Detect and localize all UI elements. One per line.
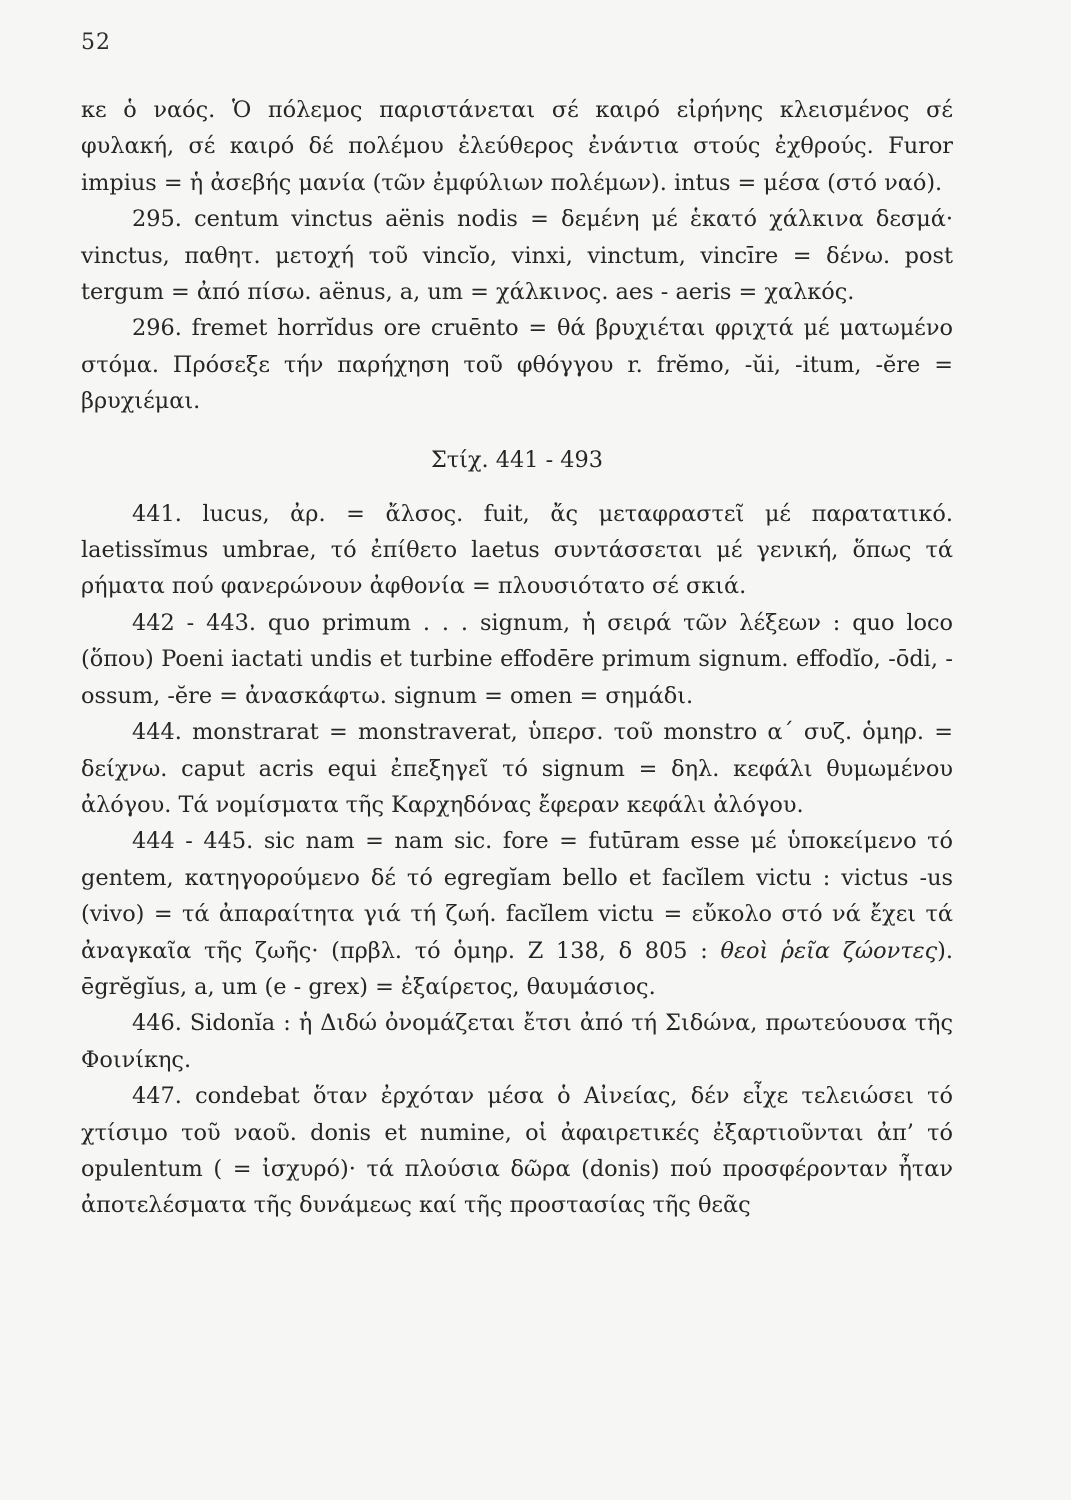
paragraph-note-446: 446. Sidonĭa : ἡ Διδώ ὀνομάζεται ἔτσι ἀπό τή Σιδώνα, πρωτεύουσα τῆς Φοινίκης. [81,1010,953,1073]
note-444-445-text-b: ). ēgrĕgĭus, a, um (e - grex) = ἐξαίρετος, θαυμάσιος. [81,937,954,1000]
page-number: 52 [81,30,111,55]
paragraph-note-295: 295. centum vinctus aënis nodis = δεμένη μέ ἑκατό χάλκινα δεσμά· vinctus, παθητ. μετοχή τοῦ vincĭo, vinxi, vinctum, vincīre = δένω. post tergum = ἀπό πίσω. aënus, a, um = χάλκινος. aes - aeris = χαλκός. [81,206,953,306]
paragraph-note-444: 444. monstrarat = monstraverat, ὑπερσ. τοῦ monstro α΄ συζ. ὁμηρ. = δείχνω. caput acris equi ἐπεξηγεῖ τό signum = δηλ. κεφάλι θυμωμένου ἀλόγου. Τά νομίσματα τῆς Καρχηδόνας ἔφεραν κεφάλι ἀλόγου. [81,719,953,818]
homeric-quote: θεοὶ ῥεῖα ζώοντες [720,937,938,964]
commentary-text [81,92,953,1224]
paragraph-note-441: 441. lucus, ἀρ. = ἄλσος. fuit, ἄς μεταφραστεῖ μέ παρατατικό. laetissĭmus umbrae, τό ἐπίθετο laetus συντάσσεται μέ γενική, ὅπως τά ρήματα πού φανερώνουν ἀφθονία = πλουσιότατο σέ σκιά. [81,500,953,600]
paragraph-note-444-445 [81,823,953,1005]
paragraph-note-442-443: 442 - 443. quo primum . . . signum, ἡ σειρά τῶν λέξεων : quo loco (ὅπου) Poeni iactati undis et turbine effodēre primum signum. effodĭo, -ōdi, -ossum, -ĕre = ἀνασκάφτω. signum = omen = σημάδι. [81,609,953,709]
paragraph-continuation: κε ὁ ναός. Ὁ πόλεμος παριστάνεται σέ καιρό εἰρήνης κλεισμένος σέ φυλακή, σέ καιρό δέ πολέμου ἐλεύθερος ἐνάντια στούς ἐχθρούς. Furor impius = ἡ ἀσεβής μανία (τῶν ἐμφύλιων πολέμων). intus = μέσα (στό ναό). [81,97,953,196]
paragraph-note-447: 447. condebat ὅταν ἐρχόταν μέσα ὁ Αἰνείας, δέν εἶχε τελειώσει τό χτίσιμο τοῦ ναοῦ. donis et numine, οἱ ἀφαιρετικές ἐξαρτιοῦνται ἀπ’ τό opulentum ( = ἰσχυρό)· τά πλούσια δῶρα (donis) πού προσφέρονταν ἦταν ἀποτελέσματα τῆς δυνάμεως καί τῆς προστασίας τῆς θεᾶς [81,1083,953,1219]
paragraph-note-296: 296. fremet horrĭdus ore cruēnto = θά βρυχιέται φριχτά μέ ματωμένο στόμα. Πρόσεξε τήν παρήχηση τοῦ φθόγγου r. frĕmo, -ŭi, -itum, -ĕre = βρυχιέμαι. [81,315,953,415]
section-heading: Στίχ. 441 - 493 [430,446,604,473]
note-444-445-text-a: 444 - 445. sic nam = nam sic. fore = futūram esse μέ ὑποκείμενο τό gentem, κατηγορούμενο δέ τό egregĭam bello et facĭlem victu : victus -us (vivo) = τά ἀπαραίτητα γιά τή ζωή. facĭlem victu = εὔκολο στό νά ἔχει τά ἀναγκαῖα τῆς ζωῆς· (πρβλ. τό ὁμηρ. Z 138, δ 805 : [81,828,953,964]
